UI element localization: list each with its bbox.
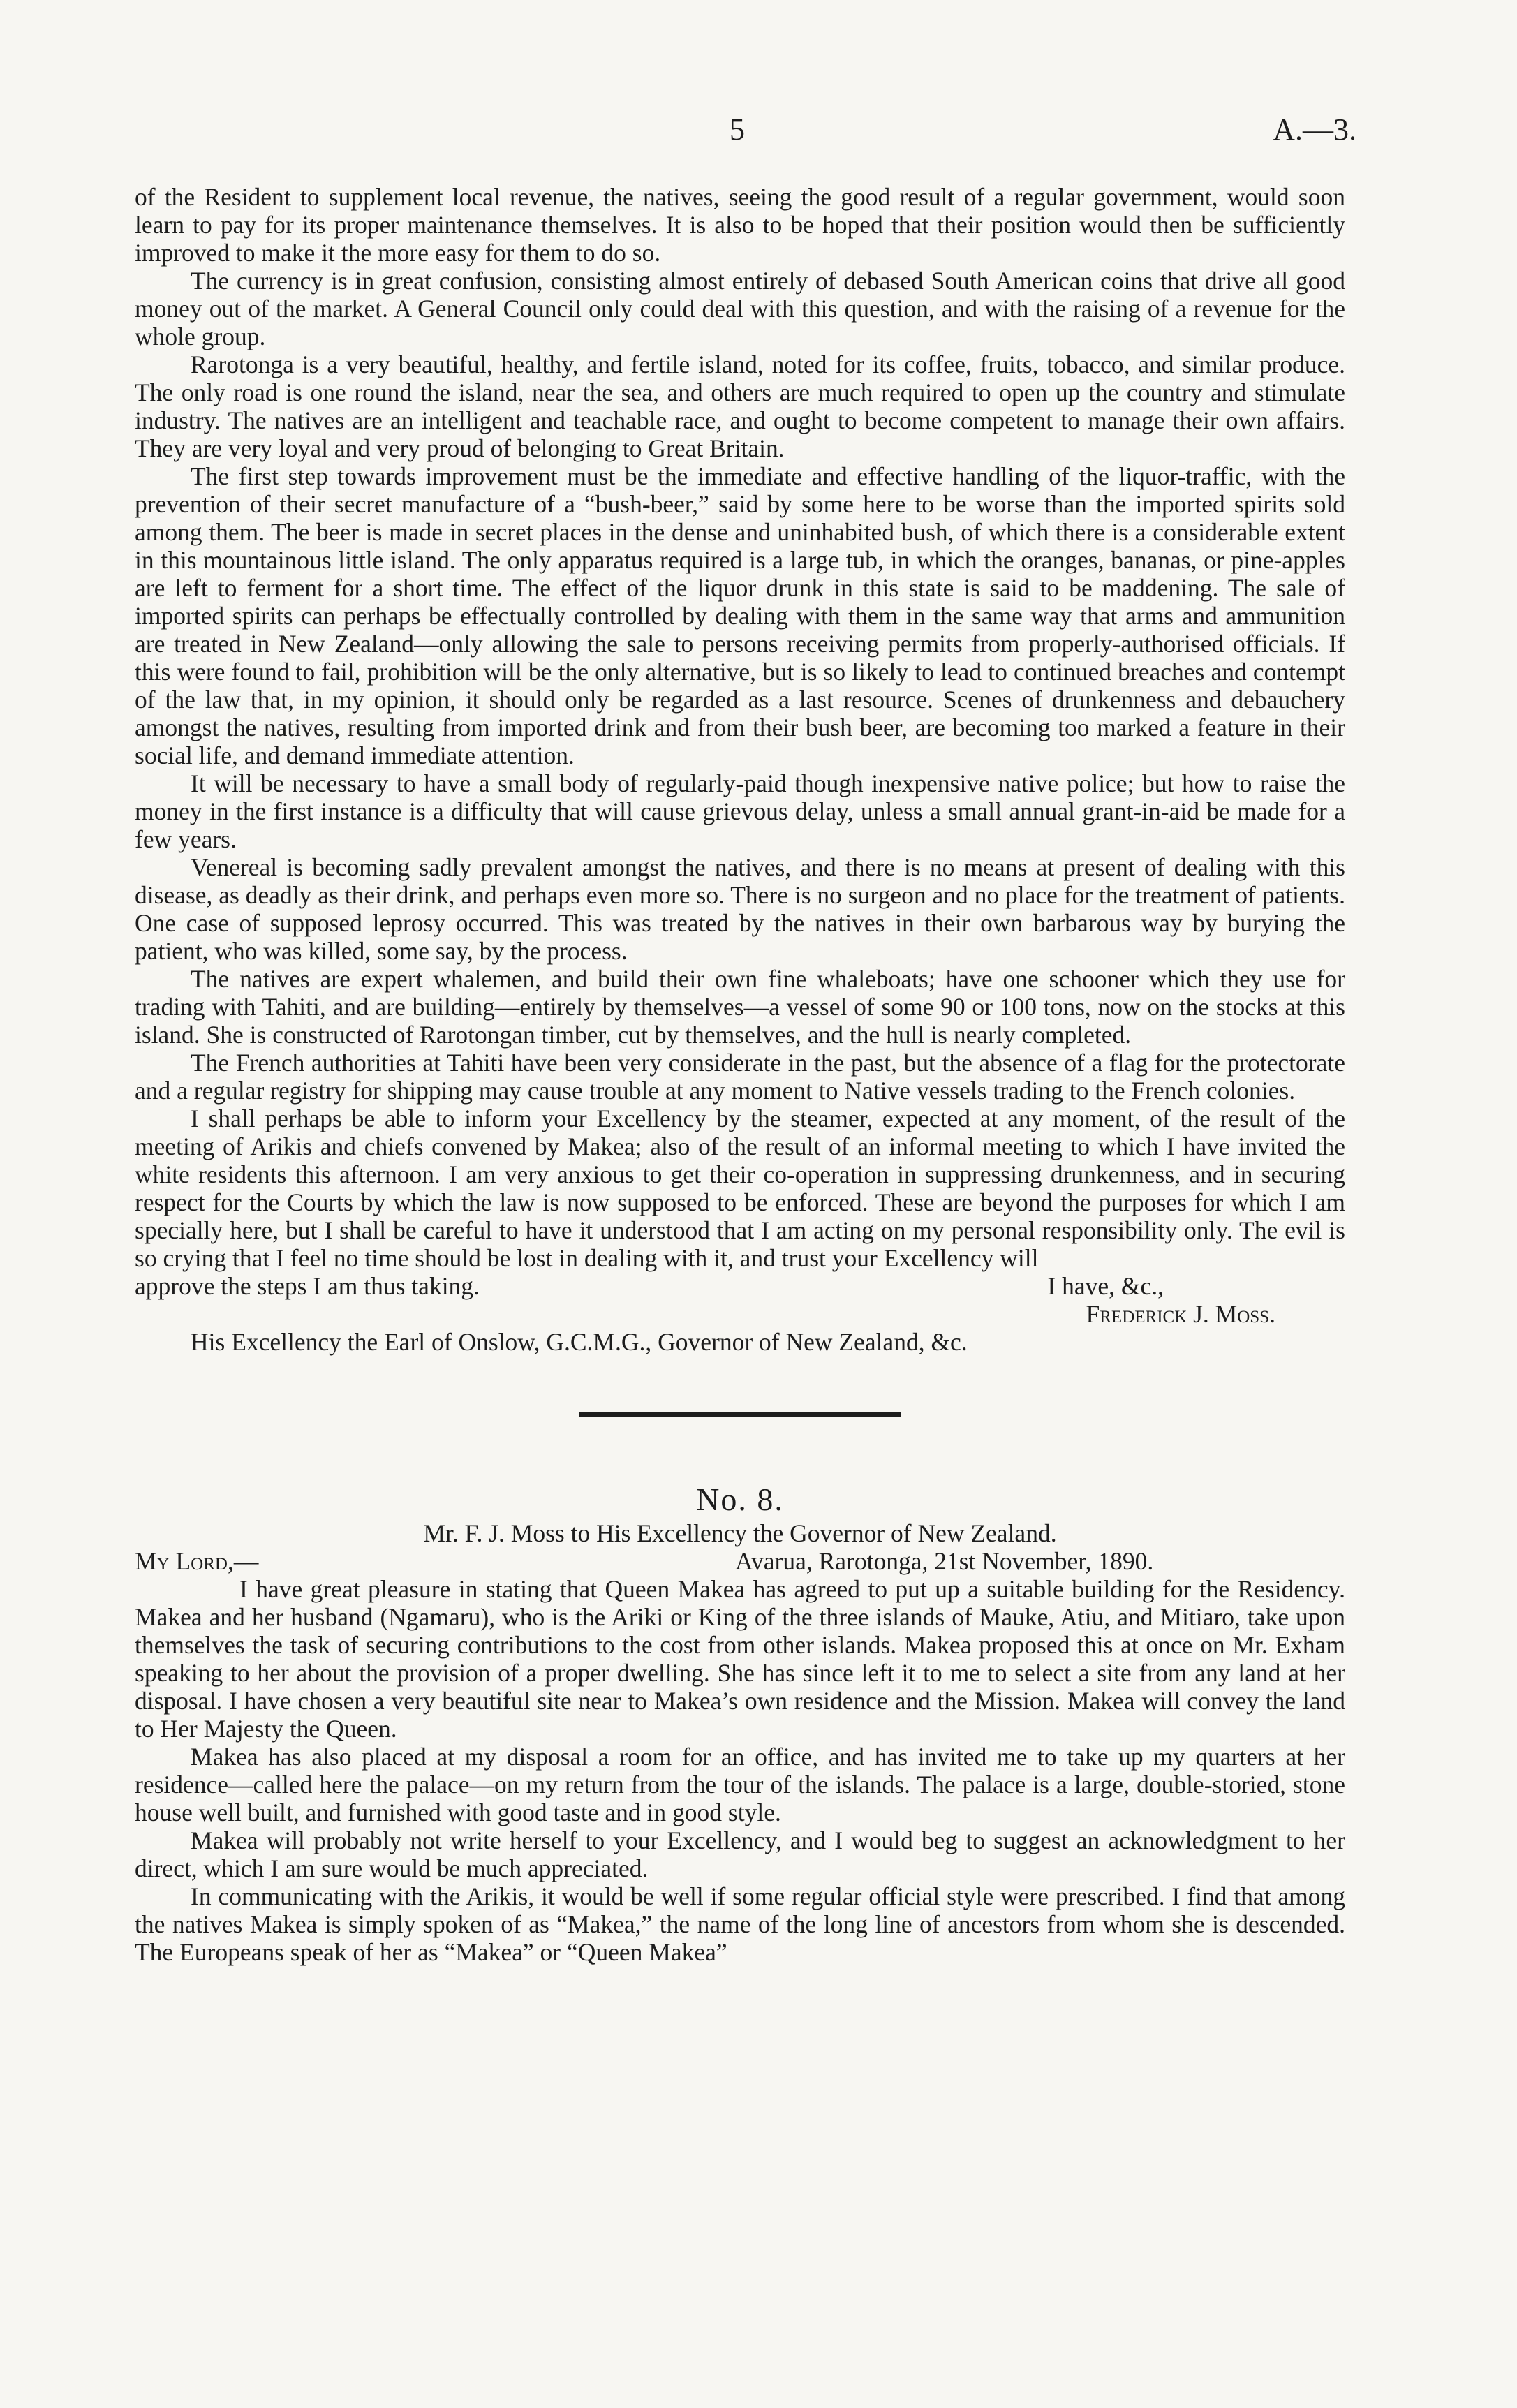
paragraph: of the Resident to supplement local revenue, the natives, seeing the good result of a regular government, would soon learn to pay for its proper maintenance themselves. It is also to be hoped that their position would then be sufficiently improved to make it the more easy for them to do so. [135, 183, 1345, 267]
dateline [135, 1547, 1345, 1575]
letter-title: Mr. F. J. Moss to His Excellency the Governor of New Zealand. [423, 1519, 1057, 1547]
document-reference: A.—3. [1273, 112, 1356, 147]
paragraph-final-line: approve the steps I am thus taking. [135, 1272, 480, 1300]
page-body [135, 183, 1345, 1966]
signature: Frederick J. Moss. [1086, 1300, 1275, 1328]
paragraph: Venereal is becoming sadly prevalent amongst the natives, and there is no means at present of dealing with this disease, as deadly as their drink, and perhaps even more so. There is no surgeon and no place for the treatment of patients. One case of supposed leprosy occurred. This was treated by the natives in their own barbarous way by burying the patient, who was killed, some say, by the process. [135, 853, 1345, 965]
paragraph: In communicating with the Arikis, it would be well if some regular official style were prescribed. I find that among the natives Makea is simply spoken of as “Makea,” the name of the long line of ancestors from whom she is descended. The Europeans speak of her as “Makea” or “Queen Makea” [135, 1882, 1345, 1966]
page-header [0, 112, 1517, 154]
paragraph: I shall perhaps be able to inform your Excellency by the steamer, expected at any moment, of the result of the meeting of Arikis and chiefs convened by Makea; also of the result of an informal meeting to which I have invited the white residents this afternoon. I am very anxious to get their co-operation in suppressing drunkenness, and in securing respect for the Courts by which the law is now supposed to be enforced. These are beyond the purposes for which I am specially here, but I shall be careful to have it understood that I am acting on my personal responsibility only. The evil is so crying that I feel no time should be lost in dealing with it, and trust your Excellency will [135, 1105, 1345, 1272]
salutation: My Lord,— [135, 1547, 259, 1575]
paragraph: Makea will probably not write herself to your Excellency, and I would beg to suggest an acknowledgment to her direct, which I am sure would be much appreciated. [135, 1826, 1345, 1882]
paragraph: It will be necessary to have a small body of regularly-paid though inexpensive native police; but how to raise the money in the first instance is a difficulty that will cause grievous delay, unless a small annual grant-in-aid be made for a few years. [135, 769, 1345, 853]
paragraph: The currency is in great confusion, consisting almost entirely of debased South American coins that drive all good money out of the market. A General Council only could deal with this question, and with the raising of a revenue for the whole group. [135, 267, 1345, 350]
letter-number: No. 8. [696, 1482, 784, 1517]
closing-line [135, 1272, 1345, 1300]
paragraph: The first step towards improvement must be the immediate and effective handling of the liquor-traffic, with the prevention of their secret manufacture of a “bush-beer,” said by some here to be worse than the imported spirits sold among them. The beer is made in secret places in the dense and uninhabited bush, of which there is a considerable extent in this mountainous little island. The only apparatus required is a large tub, in which the oranges, bananas, or pine-apples are left to ferment for a short time. The effect of the liquor drunk in this state is said to be maddening. The sale of imported spirits can perhaps be effectually controlled by dealing with them in the same way that arms and ammunition are treated in New Zealand—only allowing the sale to persons receiving permits from properly-authorised officials. If this were found to fail, prohibition will be the only alternative, but is so likely to lead to continued breaches and contempt of the law that, in my opinion, it should only be regarded as a last resource. Scenes of drunkenness and debauchery amongst the natives, resulting from imported drink and from their bush beer, are becoming too marked a feature in their social life, and demand immediate attention. [135, 462, 1345, 769]
addressee: His Excellency the Earl of Onslow, G.C.M.G., Governor of New Zealand, &c. [191, 1328, 968, 1356]
paragraph: Makea has also placed at my disposal a room for an office, and has invited me to take up my quarters at her residence—called here the palace—on my return from the tour of the islands. The palace is a large, double-storied, stone house well built, and furnished with good taste and in good style. [135, 1743, 1345, 1826]
closing: I have, &c., [1047, 1272, 1164, 1300]
page-number: 5 [730, 112, 745, 147]
paragraph: I have great pleasure in stating that Queen Makea has agreed to put up a suitable building for the Residency. Makea and her husband (Ngamaru), who is the Ariki or King of the three islands of Mauke, Atiu, and Mitiaro, take upon themselves the task of securing contributions to the cost from other islands. Makea proposed this at once on Mr. Exham speaking to her about the provision of a proper dwelling. She has since left it to me to select a site from any land at her disposal. I have chosen a very beautiful site near to Makea’s own residence and the Mission. Makea will convey the land to Her Majesty the Queen. [135, 1575, 1345, 1743]
paragraph: The natives are expert whalemen, and build their own fine whaleboats; have one schooner which they use for trading with Tahiti, and are building—entirely by themselves—a vessel of some 90 or 100 tons, now on the stocks at this island. She is constructed of Rarotongan timber, cut by themselves, and the hull is nearly completed. [135, 965, 1345, 1049]
paragraph: The French authorities at Tahiti have been very considerate in the past, but the absence of a flag for the protectorate and a regular registry for shipping may cause trouble at any moment to Native vessels trading to the French colonies. [135, 1049, 1345, 1105]
paragraph: Rarotonga is a very beautiful, healthy, and fertile island, noted for its coffee, fruits, tobacco, and similar produce. The only road is one round the island, near the sea, and others are much required to open up the country and stimulate industry. The natives are an intelligent and teachable race, and ought to become competent to manage their own affairs. They are very loyal and very proud of belonging to Great Britain. [135, 350, 1345, 462]
place-date: Avarua, Rarotonga, 21st November, 1890. [735, 1547, 1154, 1575]
section-divider [579, 1412, 901, 1417]
